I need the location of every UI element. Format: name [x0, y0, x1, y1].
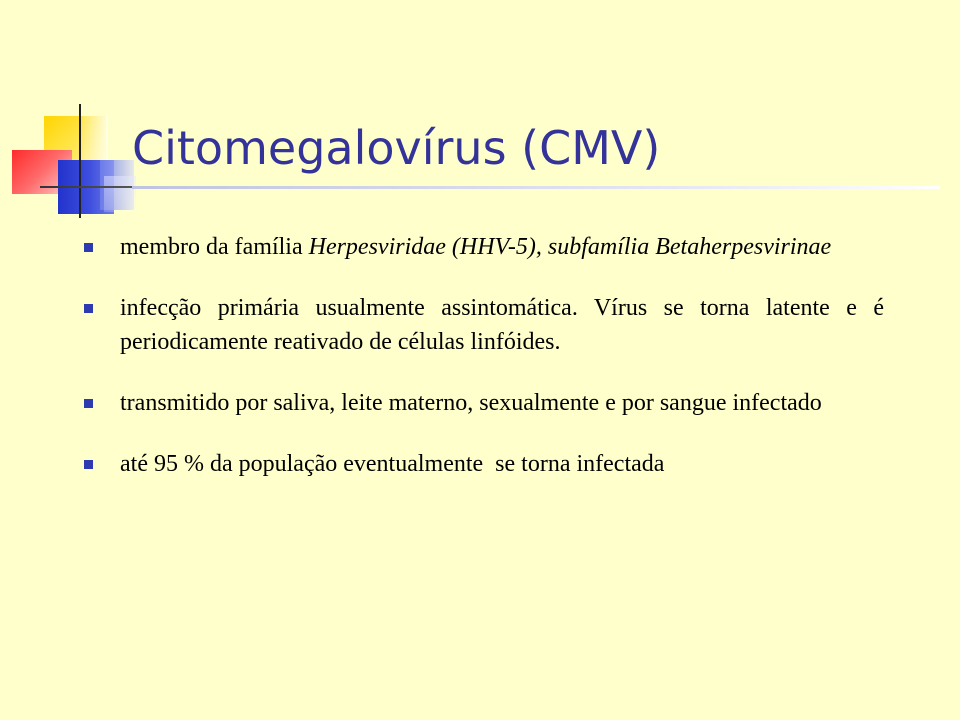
logo-light-fade [104, 176, 136, 212]
bullet-item [84, 230, 884, 264]
bullet-square-icon [84, 243, 93, 252]
title-underline [132, 186, 940, 189]
bullet-item [84, 386, 884, 420]
bullet-square-icon [84, 304, 93, 313]
bullet-square-icon [84, 399, 93, 408]
bullet-list [84, 230, 884, 481]
bullet-item [84, 291, 884, 359]
bullet-text: transmitido por saliva, leite materno, sexualmente e por sangue infectado [120, 390, 822, 416]
logo-vertical-line [79, 104, 81, 218]
logo-yellow-fade [80, 116, 108, 164]
slide-title: Citomegalovírus (CMV) [132, 121, 661, 175]
bullet-text: membro da família [120, 234, 309, 260]
bullet-text: infecção primária usualmente assintomática. Vírus se torna latente e é periodicamente reativado de células linfóides. [120, 295, 884, 355]
bullet-square-icon [84, 460, 93, 469]
bullet-text: até 95 % da população eventualmente se torna infectada [120, 451, 665, 477]
bullet-text-italic: Herpesviridae (HHV-5), subfamília Betaherpesvirinae [308, 234, 832, 260]
bullet-item [84, 447, 884, 481]
